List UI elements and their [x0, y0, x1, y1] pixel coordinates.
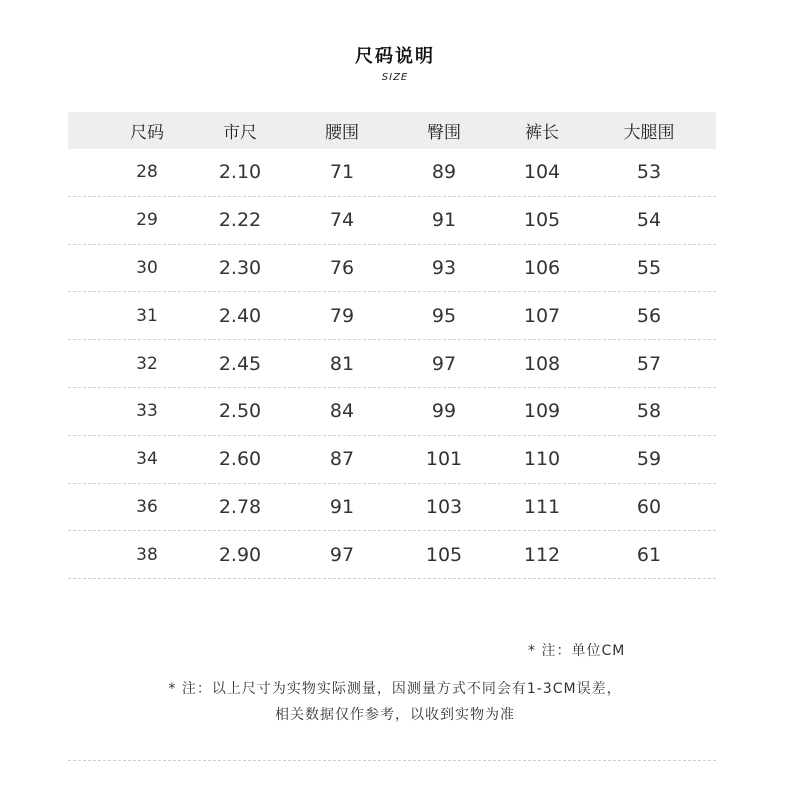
cell-waist: 87 [329, 448, 355, 471]
cell-shichi: 2.22 [218, 209, 262, 232]
cell-waist: 79 [329, 304, 355, 327]
cell-thigh: 56 [636, 304, 662, 327]
cell-hip: 97 [431, 352, 457, 375]
cell-shichi: 2.45 [218, 352, 262, 375]
cell-length: 107 [523, 304, 561, 327]
cell-shichi: 2.30 [218, 256, 262, 279]
cell-waist: 81 [329, 352, 355, 375]
cell-length: 105 [523, 209, 561, 232]
cell-hip: 105 [425, 543, 463, 566]
cell-thigh: 59 [636, 448, 662, 471]
cell-hip: 89 [431, 161, 457, 184]
unit-note: * 注：单位CM [528, 643, 626, 659]
table-row [68, 484, 716, 532]
cell-shichi: 2.40 [218, 304, 262, 327]
cell-size: 32 [136, 353, 158, 374]
header-size: 尺码 [130, 123, 164, 143]
cell-thigh: 55 [636, 256, 662, 279]
cell-hip: 99 [431, 400, 457, 423]
table-row [68, 197, 716, 245]
cell-shichi: 2.60 [218, 448, 262, 471]
cell-hip: 91 [431, 209, 457, 232]
cell-hip: 101 [425, 448, 463, 471]
table-row [68, 149, 716, 197]
cell-shichi: 2.50 [218, 400, 262, 423]
cell-waist: 74 [329, 209, 355, 232]
cell-waist: 84 [329, 400, 355, 423]
header-length: 裤长 [525, 123, 559, 143]
size-table [68, 112, 716, 579]
cell-length: 110 [523, 448, 561, 471]
cell-length: 108 [523, 352, 561, 375]
cell-length: 109 [523, 400, 561, 423]
cell-thigh: 57 [636, 352, 662, 375]
cell-hip: 93 [431, 256, 457, 279]
measurement-note-line-2: 相关数据仅作参考，以收到实物为准 [275, 707, 515, 723]
cell-length: 104 [523, 161, 561, 184]
cell-size: 38 [136, 544, 158, 565]
cell-size: 31 [136, 305, 158, 326]
page-title: 尺码说明 [355, 46, 435, 67]
header-shichi: 市尺 [223, 123, 257, 143]
table-row [68, 340, 716, 388]
cell-thigh: 54 [636, 209, 662, 232]
cell-shichi: 2.78 [218, 495, 262, 518]
table-row [68, 245, 716, 293]
table-row [68, 436, 716, 484]
cell-length: 111 [523, 495, 561, 518]
cell-thigh: 58 [636, 400, 662, 423]
cell-hip: 103 [425, 495, 463, 518]
cell-waist: 76 [329, 256, 355, 279]
cell-size: 34 [136, 449, 158, 470]
bottom-divider [68, 760, 716, 761]
cell-size: 30 [136, 257, 158, 278]
page-subtitle: SIZE [381, 72, 409, 83]
cell-waist: 91 [329, 495, 355, 518]
header-waist: 腰围 [325, 123, 359, 143]
cell-thigh: 53 [636, 161, 662, 184]
table-row [68, 388, 716, 436]
cell-waist: 97 [329, 543, 355, 566]
table-header [68, 112, 716, 149]
measurement-note-line-1: * 注：以上尺寸为实物实际测量，因测量方式不同会有1-3CM误差， [168, 681, 622, 697]
cell-size: 28 [136, 162, 158, 183]
cell-size: 33 [136, 401, 158, 422]
cell-thigh: 61 [636, 543, 662, 566]
cell-hip: 95 [431, 304, 457, 327]
cell-size: 29 [136, 210, 158, 231]
cell-length: 112 [523, 543, 561, 566]
cell-shichi: 2.10 [218, 161, 262, 184]
measurement-note [0, 676, 790, 728]
header-thigh: 大腿围 [623, 123, 675, 143]
cell-size: 36 [136, 496, 158, 517]
cell-shichi: 2.90 [218, 543, 262, 566]
table-row [68, 292, 716, 340]
table-row [68, 531, 716, 579]
cell-thigh: 60 [636, 495, 662, 518]
header-hip: 臀围 [427, 123, 461, 143]
cell-length: 106 [523, 256, 561, 279]
cell-waist: 71 [329, 161, 355, 184]
